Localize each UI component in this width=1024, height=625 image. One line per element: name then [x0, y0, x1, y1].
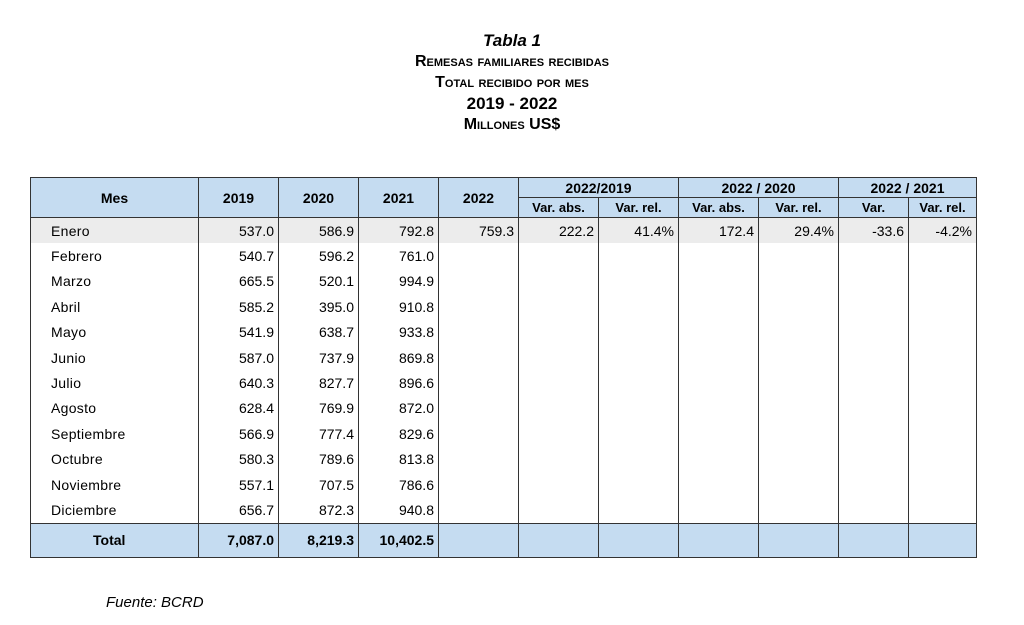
value-cell-y2019: 557.1: [199, 472, 279, 497]
value-cell-y2020: 769.9: [279, 396, 359, 421]
header-group-2022-2020: 2022 / 2020: [679, 178, 839, 198]
value-cell-v19r: [599, 421, 679, 446]
value-cell-y2021: 761.0: [359, 243, 439, 268]
header-2019: 2019: [199, 178, 279, 218]
value-cell-v21r: [909, 370, 977, 395]
header-sub-var-abs-20: Var. abs.: [679, 198, 759, 218]
value-cell-v20r: [759, 345, 839, 370]
value-cell-v21r: [909, 269, 977, 294]
value-cell-y2020: 596.2: [279, 243, 359, 268]
table-row: [31, 345, 977, 370]
month-cell: Agosto: [31, 396, 199, 421]
value-cell-v21a: [839, 294, 909, 319]
value-cell-v20a: [679, 497, 759, 523]
value-cell-y2021: 813.8: [359, 447, 439, 472]
value-cell-v20a: [679, 447, 759, 472]
value-cell-v20a: [679, 243, 759, 268]
value-cell-v21r: [909, 243, 977, 268]
value-cell-y2019: 541.9: [199, 320, 279, 345]
table-row: [31, 497, 977, 523]
total-var-rel-19: [599, 523, 679, 557]
value-cell-v20r: [759, 320, 839, 345]
month-cell: Diciembre: [31, 497, 199, 523]
value-cell-v20r: [759, 243, 839, 268]
value-cell-v19a: [519, 370, 599, 395]
value-cell-v20a: [679, 421, 759, 446]
value-cell-y2022: [439, 497, 519, 523]
value-cell-y2020: 395.0: [279, 294, 359, 319]
value-cell-y2021: 933.8: [359, 320, 439, 345]
value-cell-v19r: [599, 472, 679, 497]
value-cell-y2022: [439, 243, 519, 268]
value-cell-y2021: 940.8: [359, 497, 439, 523]
table-title-block: [0, 30, 1024, 135]
table-period: 2019 - 2022: [466, 94, 558, 113]
value-cell-y2019: 566.9: [199, 421, 279, 446]
value-cell-y2021: 896.6: [359, 370, 439, 395]
value-cell-y2020: 586.9: [279, 218, 359, 244]
table-row: [31, 472, 977, 497]
value-cell-v21a: [839, 447, 909, 472]
total-var-21: [839, 523, 909, 557]
value-cell-y2022: [439, 370, 519, 395]
value-cell-y2019: 665.5: [199, 269, 279, 294]
header-sub-var-rel-19: Var. rel.: [599, 198, 679, 218]
total-2022: [439, 523, 519, 557]
month-cell: Febrero: [31, 243, 199, 268]
value-cell-y2019: 537.0: [199, 218, 279, 244]
table-row: [31, 294, 977, 319]
value-cell-v19a: [519, 472, 599, 497]
value-cell-y2020: 737.9: [279, 345, 359, 370]
value-cell-v19a: [519, 320, 599, 345]
value-cell-v20a: [679, 345, 759, 370]
value-cell-v21a: [839, 243, 909, 268]
value-cell-v20r: [759, 497, 839, 523]
value-cell-v21r: [909, 472, 977, 497]
value-cell-y2021: 792.8: [359, 218, 439, 244]
value-cell-y2020: 872.3: [279, 497, 359, 523]
table-row: [31, 421, 977, 446]
value-cell-v19a: [519, 294, 599, 319]
value-cell-v19a: 222.2: [519, 218, 599, 244]
value-cell-v20a: [679, 396, 759, 421]
value-cell-y2019: 540.7: [199, 243, 279, 268]
value-cell-y2022: [439, 345, 519, 370]
value-cell-v21r: [909, 396, 977, 421]
table-number: Tabla 1: [483, 31, 541, 50]
value-cell-v20r: [759, 421, 839, 446]
value-cell-v21a: [839, 396, 909, 421]
month-cell: Enero: [31, 218, 199, 244]
table-row: [31, 243, 977, 268]
value-cell-v21a: [839, 472, 909, 497]
value-cell-y2019: 587.0: [199, 345, 279, 370]
value-cell-y2022: 759.3: [439, 218, 519, 244]
value-cell-v19a: [519, 243, 599, 268]
value-cell-y2020: 827.7: [279, 370, 359, 395]
value-cell-v21a: [839, 320, 909, 345]
value-cell-v20r: [759, 370, 839, 395]
value-cell-v19r: [599, 345, 679, 370]
value-cell-v19a: [519, 497, 599, 523]
table-body: [31, 218, 977, 524]
value-cell-v19r: [599, 269, 679, 294]
value-cell-v19r: [599, 243, 679, 268]
value-cell-v20a: 172.4: [679, 218, 759, 244]
total-2019: 7,087.0: [199, 523, 279, 557]
value-cell-y2019: 580.3: [199, 447, 279, 472]
header-2022: 2022: [439, 178, 519, 218]
value-cell-v21a: [839, 370, 909, 395]
header-2020: 2020: [279, 178, 359, 218]
header-sub-var-abs-19: Var. abs.: [519, 198, 599, 218]
value-cell-y2022: [439, 294, 519, 319]
month-cell: Octubre: [31, 447, 199, 472]
value-cell-y2020: 520.1: [279, 269, 359, 294]
table-row: [31, 269, 977, 294]
value-cell-v21a: [839, 421, 909, 446]
value-cell-v19r: [599, 294, 679, 319]
value-cell-v20a: [679, 269, 759, 294]
value-cell-v21r: [909, 345, 977, 370]
value-cell-y2020: 707.5: [279, 472, 359, 497]
value-cell-y2022: [439, 396, 519, 421]
value-cell-y2020: 789.6: [279, 447, 359, 472]
value-cell-y2021: 829.6: [359, 421, 439, 446]
value-cell-v21a: -33.6: [839, 218, 909, 244]
month-cell: Abril: [31, 294, 199, 319]
month-cell: Julio: [31, 370, 199, 395]
value-cell-v21r: [909, 320, 977, 345]
header-sub-var-rel-20: Var. rel.: [759, 198, 839, 218]
value-cell-y2022: [439, 421, 519, 446]
value-cell-v19a: [519, 421, 599, 446]
value-cell-v19a: [519, 345, 599, 370]
value-cell-y2022: [439, 269, 519, 294]
value-cell-y2022: [439, 472, 519, 497]
value-cell-v20r: [759, 396, 839, 421]
month-cell: Mayo: [31, 320, 199, 345]
value-cell-v21a: [839, 345, 909, 370]
value-cell-v20r: [759, 472, 839, 497]
value-cell-y2022: [439, 320, 519, 345]
remittances-table: [30, 177, 977, 558]
header-mes: Mes: [31, 178, 199, 218]
value-cell-v19r: [599, 447, 679, 472]
month-cell: Junio: [31, 345, 199, 370]
total-var-abs-20: [679, 523, 759, 557]
value-cell-y2019: 628.4: [199, 396, 279, 421]
header-sub-var-21: Var.: [839, 198, 909, 218]
table-title: Remesas familiares recibidas: [414, 53, 610, 70]
value-cell-v20a: [679, 294, 759, 319]
header-group-2022-2021: 2022 / 2021: [839, 178, 977, 198]
month-cell: Septiembre: [31, 421, 199, 446]
value-cell-v19r: [599, 396, 679, 421]
month-cell: Noviembre: [31, 472, 199, 497]
table-units: Millones US$: [463, 116, 561, 133]
total-row: [31, 523, 977, 557]
table-row: [31, 320, 977, 345]
value-cell-v21r: [909, 421, 977, 446]
value-cell-y2019: 656.7: [199, 497, 279, 523]
total-2020: 8,219.3: [279, 523, 359, 557]
table-subtitle: Total recibido por mes: [435, 74, 589, 91]
value-cell-v19a: [519, 447, 599, 472]
value-cell-y2022: [439, 447, 519, 472]
table-row: [31, 218, 977, 244]
value-cell-y2020: 777.4: [279, 421, 359, 446]
value-cell-v20r: 29.4%: [759, 218, 839, 244]
total-var-rel-21: [909, 523, 977, 557]
table-row: [31, 370, 977, 395]
value-cell-v21r: -4.2%: [909, 218, 977, 244]
value-cell-v20r: [759, 294, 839, 319]
value-cell-v20r: [759, 269, 839, 294]
value-cell-v20a: [679, 370, 759, 395]
value-cell-y2019: 585.2: [199, 294, 279, 319]
header-sub-var-rel-21: Var. rel.: [909, 198, 977, 218]
value-cell-v19r: [599, 370, 679, 395]
value-cell-v20r: [759, 447, 839, 472]
value-cell-y2021: 869.8: [359, 345, 439, 370]
total-label: Total: [31, 523, 199, 557]
value-cell-y2020: 638.7: [279, 320, 359, 345]
value-cell-v21r: [909, 497, 977, 523]
value-cell-v20a: [679, 472, 759, 497]
value-cell-y2021: 910.8: [359, 294, 439, 319]
value-cell-v19r: [599, 497, 679, 523]
value-cell-y2021: 994.9: [359, 269, 439, 294]
table-row: [31, 447, 977, 472]
total-var-abs-19: [519, 523, 599, 557]
value-cell-v19r: [599, 320, 679, 345]
total-2021: 10,402.5: [359, 523, 439, 557]
value-cell-v21a: [839, 269, 909, 294]
value-cell-y2019: 640.3: [199, 370, 279, 395]
value-cell-v19r: 41.4%: [599, 218, 679, 244]
value-cell-v20a: [679, 320, 759, 345]
source-note: Fuente: BCRD: [106, 594, 204, 611]
month-cell: Marzo: [31, 269, 199, 294]
total-var-rel-20: [759, 523, 839, 557]
header-group-2022-2019: 2022/2019: [519, 178, 679, 198]
value-cell-v19a: [519, 269, 599, 294]
table-row: [31, 396, 977, 421]
value-cell-y2021: 786.6: [359, 472, 439, 497]
header-2021: 2021: [359, 178, 439, 218]
value-cell-v19a: [519, 396, 599, 421]
value-cell-y2021: 872.0: [359, 396, 439, 421]
value-cell-v21r: [909, 447, 977, 472]
value-cell-v21a: [839, 497, 909, 523]
value-cell-v21r: [909, 294, 977, 319]
